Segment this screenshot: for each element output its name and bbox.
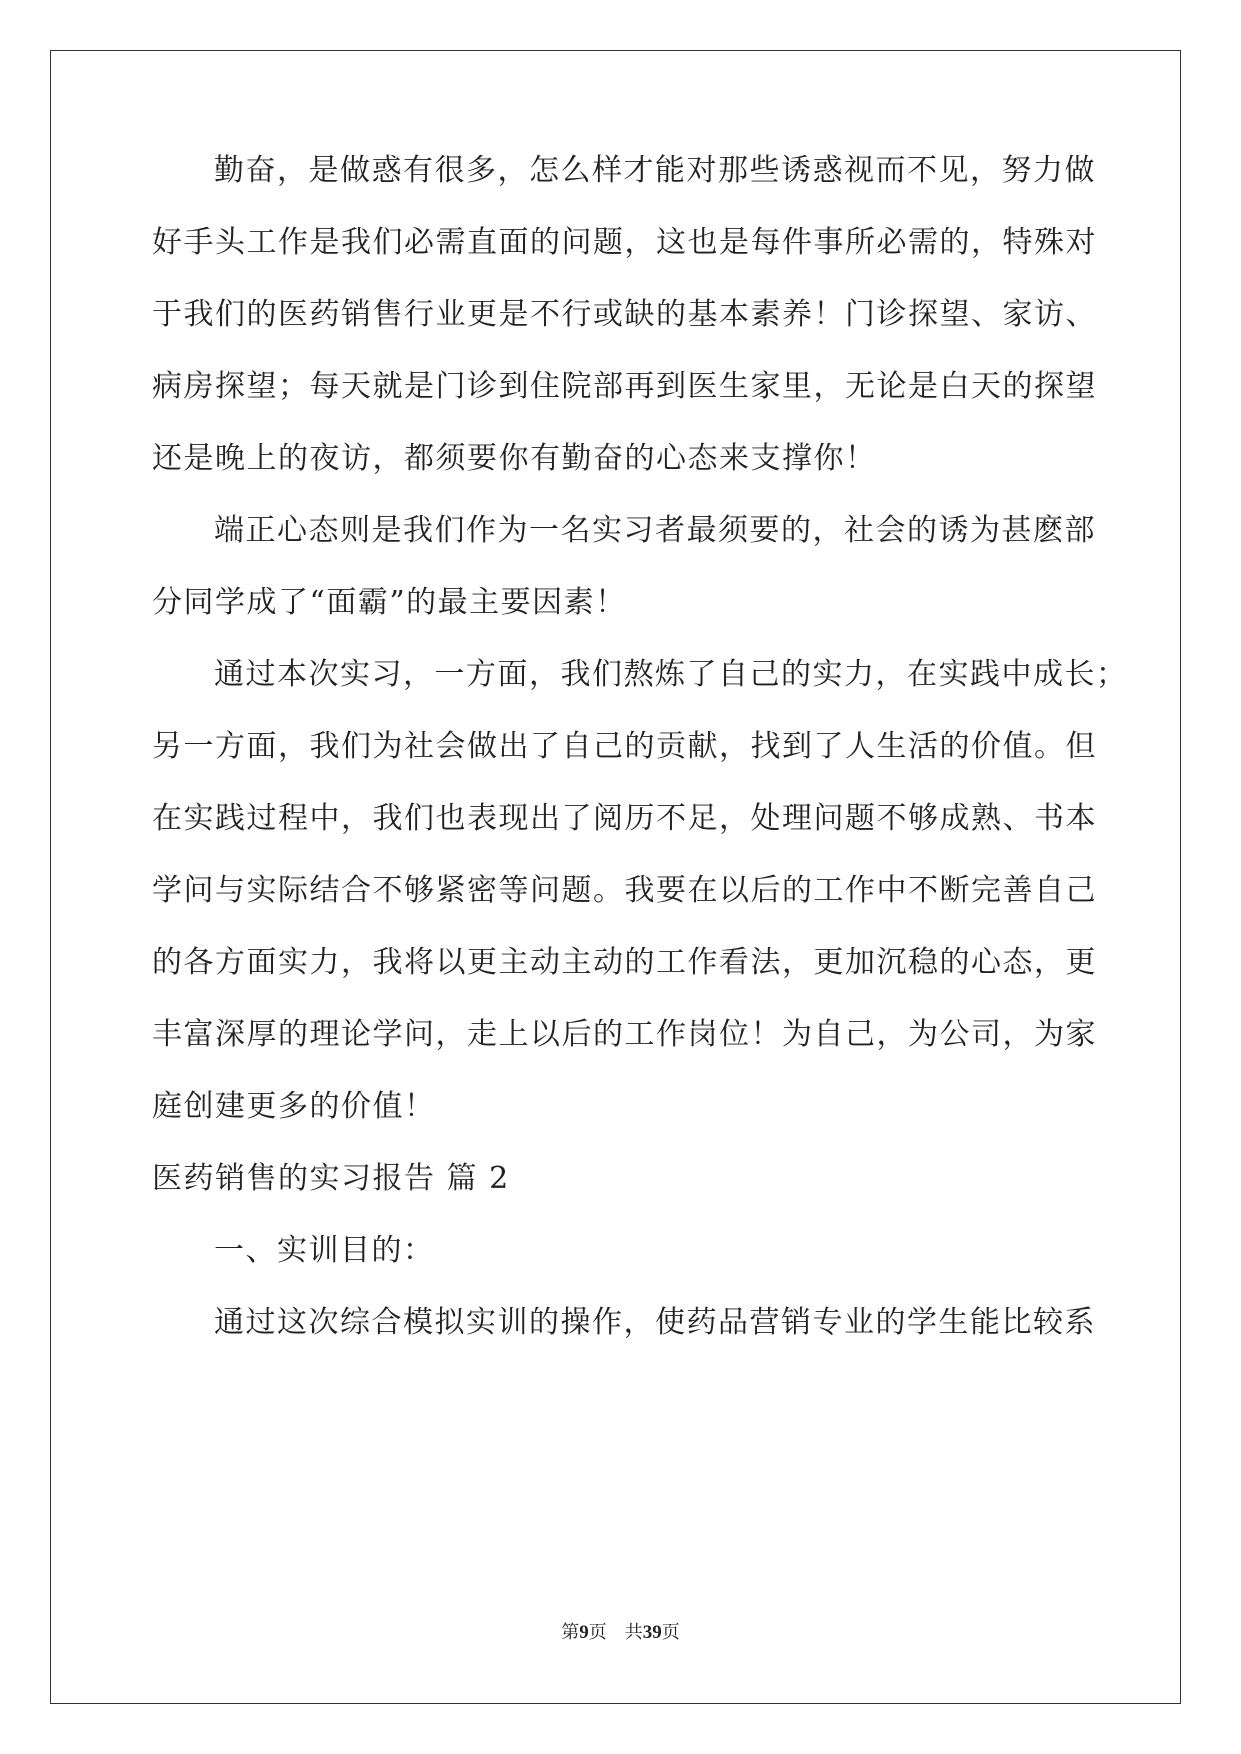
paragraph-3-line-6: 丰富深厚的理论学问，走上以后的工作岗位！为自己，为公司，为家 (152, 1017, 1097, 1052)
paragraph-4-line-1: 通过这次综合模拟实训的操作，使药品营销专业的学生能比较系 (214, 1305, 1096, 1340)
page-current: 9 (579, 1622, 589, 1643)
paragraph-1-line-5: 还是晚上的夜访，都须要你有勤奋的心态来支撑你！ (152, 441, 877, 476)
paragraph-1-line-2: 好手头工作是我们必需直面的问题，这也是每件事所必需的，特殊对 (152, 225, 1097, 260)
paragraph-3-line-5: 的各方面实力，我将以更主动主动的工作看法，更加沉稳的心态，更 (152, 945, 1097, 980)
paragraph-3-line-2: 另一方面，我们为社会做出了自己的贡献，找到了人生活的价值。但 (152, 729, 1097, 764)
paragraph-3-line-3: 在实践过程中，我们也表现出了阅历不足，处理问题不够成熟、书本 (152, 801, 1097, 836)
paragraph-2-line-2: 分同学成了“面霸”的最主要因素！ (152, 585, 627, 620)
page-total: 39 (642, 1622, 662, 1643)
paragraph-3-line-1: 通过本次实习，一方面，我们熬炼了自己的实力，在实践中成长； (214, 657, 1128, 692)
page-prefix: 第 (561, 1622, 580, 1643)
page-mid: 页 共 (588, 1622, 643, 1643)
paragraph-3-line-7: 庭创建更多的价值！ (152, 1089, 436, 1124)
page-suffix: 页 (661, 1622, 680, 1643)
paragraph-1-line-4: 病房探望；每天就是门诊到住院部再到医生家里，无论是白天的探望 (152, 369, 1097, 404)
section-subheading: 一、实训目的： (214, 1233, 435, 1268)
section-heading: 医药销售的实习报告 篇 2 (152, 1161, 510, 1196)
page-number (0, 1618, 1241, 1644)
paragraph-1-line-3: 于我们的医药销售行业更是不行或缺的基本素养！门诊探望、家访、 (152, 297, 1097, 332)
paragraph-1-line-1: 勤奋，是做惑有很多，怎么样才能对那些诱惑视而不见，努力做 (214, 153, 1096, 188)
paragraph-2-line-1: 端正心态则是我们作为一名实习者最须要的，社会的诱为甚麽部 (214, 513, 1096, 548)
paragraph-3-line-4: 学问与实际结合不够紧密等问题。我要在以后的工作中不断完善自己 (152, 873, 1097, 908)
